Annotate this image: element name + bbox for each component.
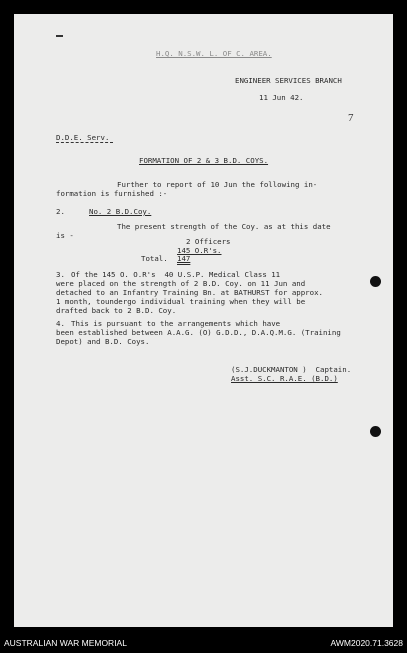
- para3-line-3: detached to an Infantry Training Bn. at BATHURST for approx.: [56, 288, 323, 297]
- signature-title: Asst. S.C. R.A.E. (B.D.): [231, 374, 338, 383]
- para3-line-2: were placed on the strength of 2 B.D. Coy. on 11 Jun and: [56, 279, 306, 288]
- subject-heading: FORMATION OF 2 & 3 B.D. COYS.: [139, 156, 269, 165]
- para4-line-1: This is pursuant to the arrangements which have: [71, 319, 281, 328]
- para2-line-1: The present strength of the Coy. as at this date: [117, 222, 331, 231]
- total-label: Total.: [141, 254, 168, 263]
- punch-hole-top: [370, 276, 381, 287]
- intro-line-1: Further to report of 10 Jun the following in-: [117, 180, 318, 189]
- archive-footer: [0, 631, 407, 653]
- document-body: [14, 14, 393, 627]
- hq-heading: H.Q. N.S.W. L. OF C. AREA.: [156, 49, 272, 58]
- para3-line-4: 1 month, toundergo individual training when they will be: [56, 297, 306, 306]
- para4-line-3: Depot) and B.D. Coys.: [56, 337, 150, 346]
- page-number: 7: [348, 112, 354, 124]
- punch-hole-bottom: [370, 426, 381, 437]
- signature-name: (S.J.DUCKMANTON ) Captain.: [231, 365, 352, 374]
- strength-officers: 2 Officers: [186, 237, 231, 246]
- para2-heading: No. 2 B.D.Coy.: [89, 207, 152, 216]
- margin-dash-mark: [56, 35, 63, 37]
- footer-accession-number: AWM2020.71.3628: [330, 638, 403, 648]
- para4-number: 4.: [56, 319, 65, 328]
- intro-line-2: formation is furnished :-: [56, 189, 168, 198]
- document-page: [14, 14, 393, 627]
- para3-line-5: drafted back to 2 B.D. Coy.: [56, 306, 177, 315]
- document-date: 11 Jun 42.: [259, 93, 304, 102]
- para3-number: 3.: [56, 270, 65, 279]
- addressee: D.D.E. Serv.: [56, 133, 110, 142]
- branch-name: ENGINEER SERVICES BRANCH: [235, 76, 342, 85]
- addressee-rule: [56, 140, 113, 143]
- footer-institution: AUSTRALIAN WAR MEMORIAL: [4, 638, 127, 648]
- para3-line-1: Of the 145 O. O.R's 40 U.S.P. Medical Class 11: [71, 270, 281, 279]
- para2-line-2: is -: [56, 231, 74, 240]
- para2-number: 2.: [56, 207, 65, 216]
- para4-line-2: been established between A.A.G. (O) G.D.D., D.A.Q.M.G. (Training: [56, 328, 341, 337]
- total-value: 147: [177, 254, 191, 263]
- strength-ors: 145 O.R's.: [177, 246, 222, 255]
